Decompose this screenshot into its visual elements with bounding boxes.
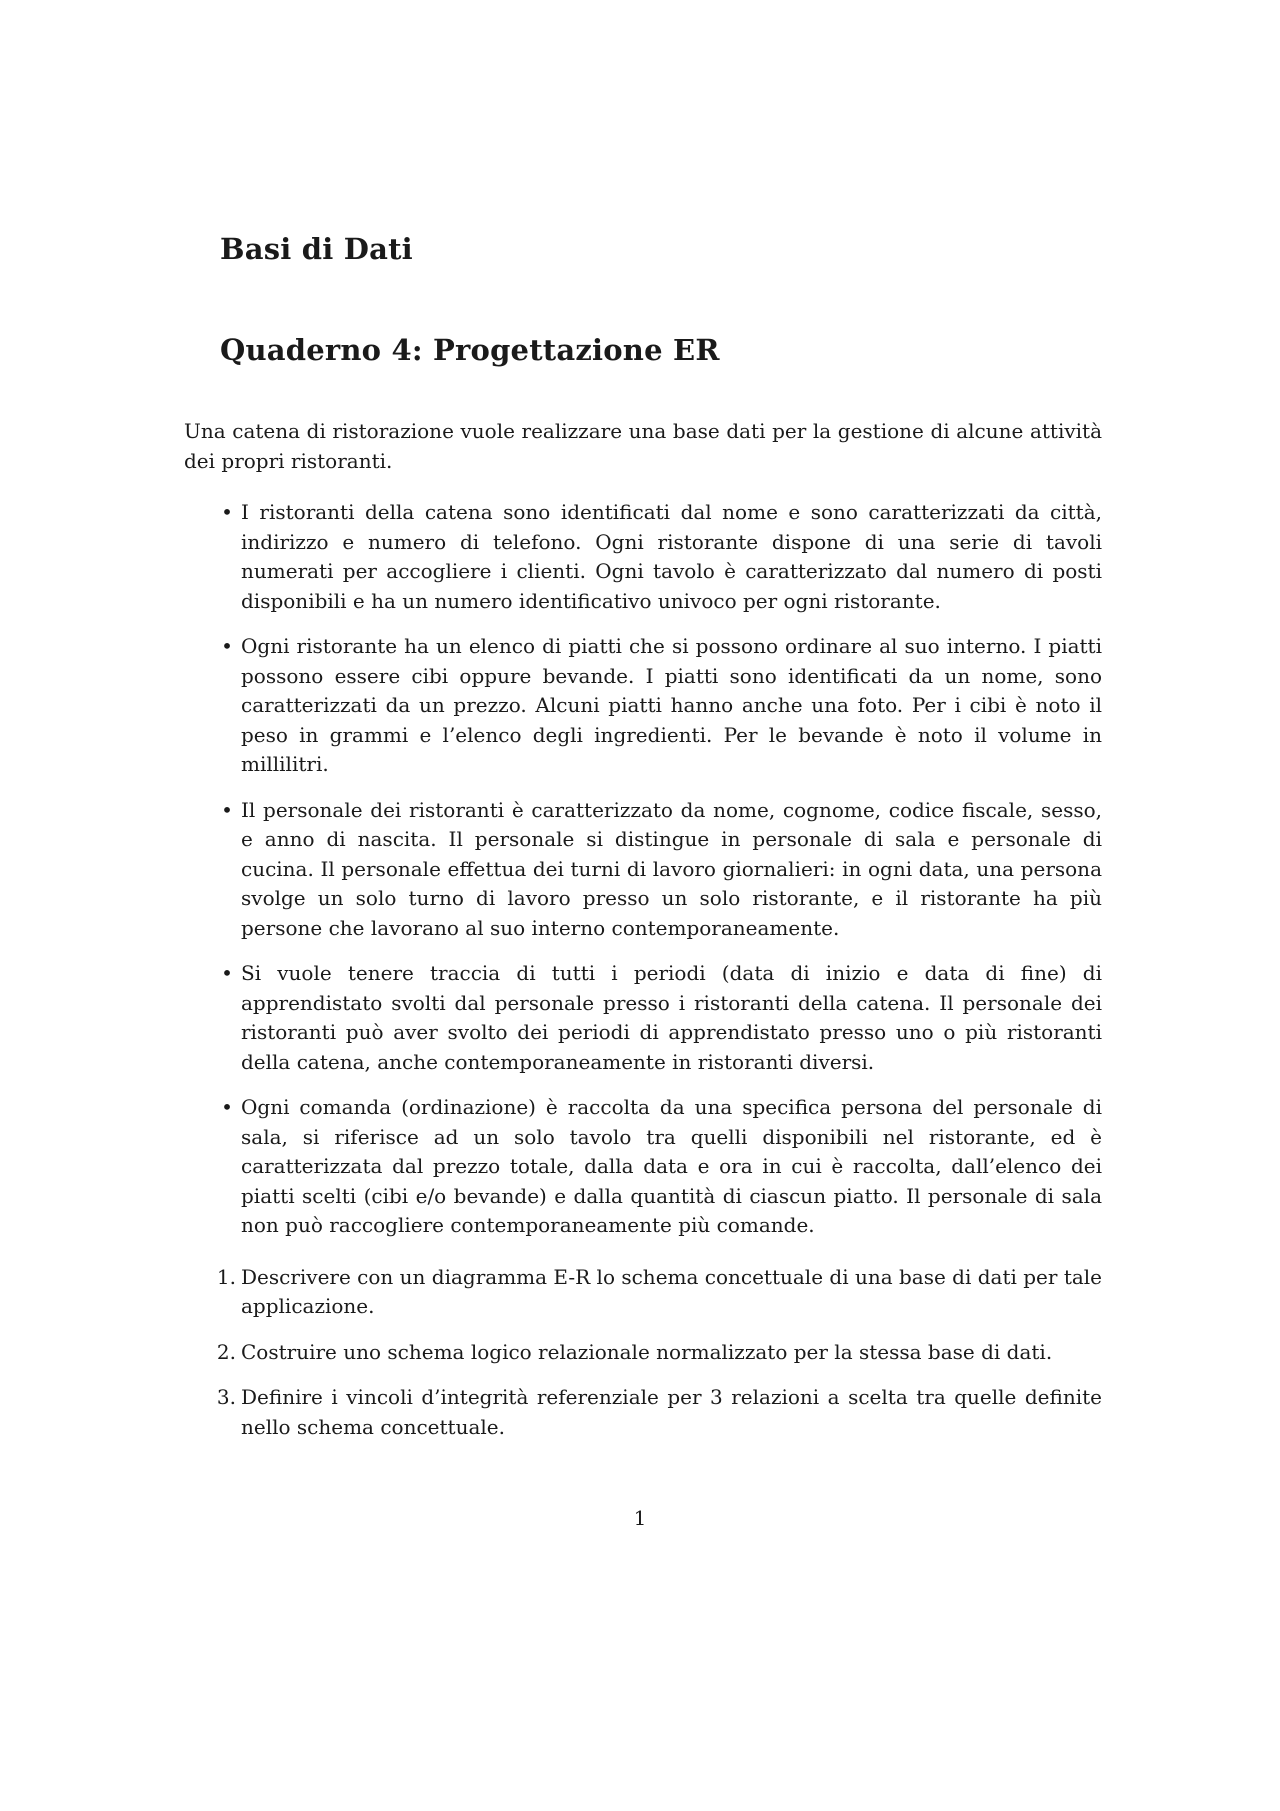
requirements-list [184, 498, 1102, 1241]
task-item [184, 1263, 1102, 1322]
bullet-icon: • [221, 634, 233, 658]
task-item [184, 1338, 1102, 1368]
task-number: 2. [216, 1339, 236, 1364]
requirement-item [184, 959, 1102, 1077]
task-text: Definire i vincoli d’integrità referenziale per 3 relazioni a scelta tra quelle definite nello schema concettuale. [241, 1385, 1102, 1439]
requirement-item [184, 498, 1102, 616]
task-text: Descrivere con un diagramma E-R lo schema concettuale di una base di dati per tale applicazione. [241, 1264, 1103, 1318]
bullet-icon: • [221, 797, 233, 822]
requirement-text: I ristoranti della catena sono identificati dal nome e sono caratterizzati da città, indirizzo e numero di telefono. Ogni ristorante dispone di una serie di tavoli numerati per accogliere i clienti. Ogni tavolo è caratterizzato dal numero di posti disponibili e ha un numero identificativo univoco per ogni ristorante. [241, 500, 1102, 613]
requirement-item [184, 1093, 1102, 1241]
course-title: Basi di Dati [220, 232, 413, 266]
requirement-text: Il personale dei ristoranti è caratterizzato da nome, cognome, codice fiscale, sesso, e anno di nascita. Il personale si distingue in personale di sala e personale di cucina. Il personale effettua dei turni di lavoro giornalieri: in ogni data, una persona svolge un solo turno di lavoro presso un solo ristorante, e il ristorante ha più persone che lavorano al suo interno contemporaneamente. [241, 797, 1102, 940]
page-number: 1 [633, 1506, 647, 1530]
task-item [184, 1383, 1102, 1442]
requirement-text: Ogni comanda (ordinazione) è raccolta da una specifica persona del personale di sala, si riferisce ad un solo tavolo tra quelli disponibili nel ristorante, ed è caratterizzata dal prezzo totale, dalla data e ora in cui è raccolta, dall’elenco dei piatti scelti (cibi e/o bevande) e dalla quantità di ciascun piatto. Il personale di sala non può raccogliere contemporaneamente più comande. [241, 1095, 1102, 1237]
task-text: Costruire uno schema logico relazionale normalizzato per la stessa base di dati. [241, 1339, 1053, 1364]
requirement-item [184, 632, 1102, 780]
bullet-icon: • [221, 1095, 233, 1119]
intro-paragraph: Una catena di ristorazione vuole realizzare una base dati per la gestione di alcune attività dei propri ristoranti. [184, 419, 1102, 473]
tasks-list [184, 1263, 1102, 1443]
document-body [184, 417, 1102, 1458]
sheet-title: Quaderno 4: Progettazione ER [220, 333, 720, 367]
requirement-item [184, 796, 1102, 944]
task-number: 1. [216, 1264, 236, 1289]
requirement-text: Ogni ristorante ha un elenco di piatti che si possono ordinare al suo interno. I piatti possono essere cibi oppure bevande. I piatti sono identificati da un nome, sono caratterizzati da un prezzo. Alcuni piatti hanno anche una foto. Per i cibi è noto il peso in grammi e l’elenco degli ingredienti. Per le bevande è noto il volume in millilitri. [241, 634, 1102, 776]
bullet-icon: • [221, 961, 233, 985]
requirement-text: Si vuole tenere traccia di tutti i periodi (data di inizio e data di fine) di apprendistato svolti dal personale presso i ristoranti della catena. Il personale dei ristoranti può aver svolto dei periodi di apprendistato presso uno o più ristoranti della catena, anche contemporaneamente in ristoranti diversi. [241, 961, 1102, 1074]
task-number: 3. [216, 1385, 236, 1409]
bullet-icon: • [221, 500, 233, 524]
